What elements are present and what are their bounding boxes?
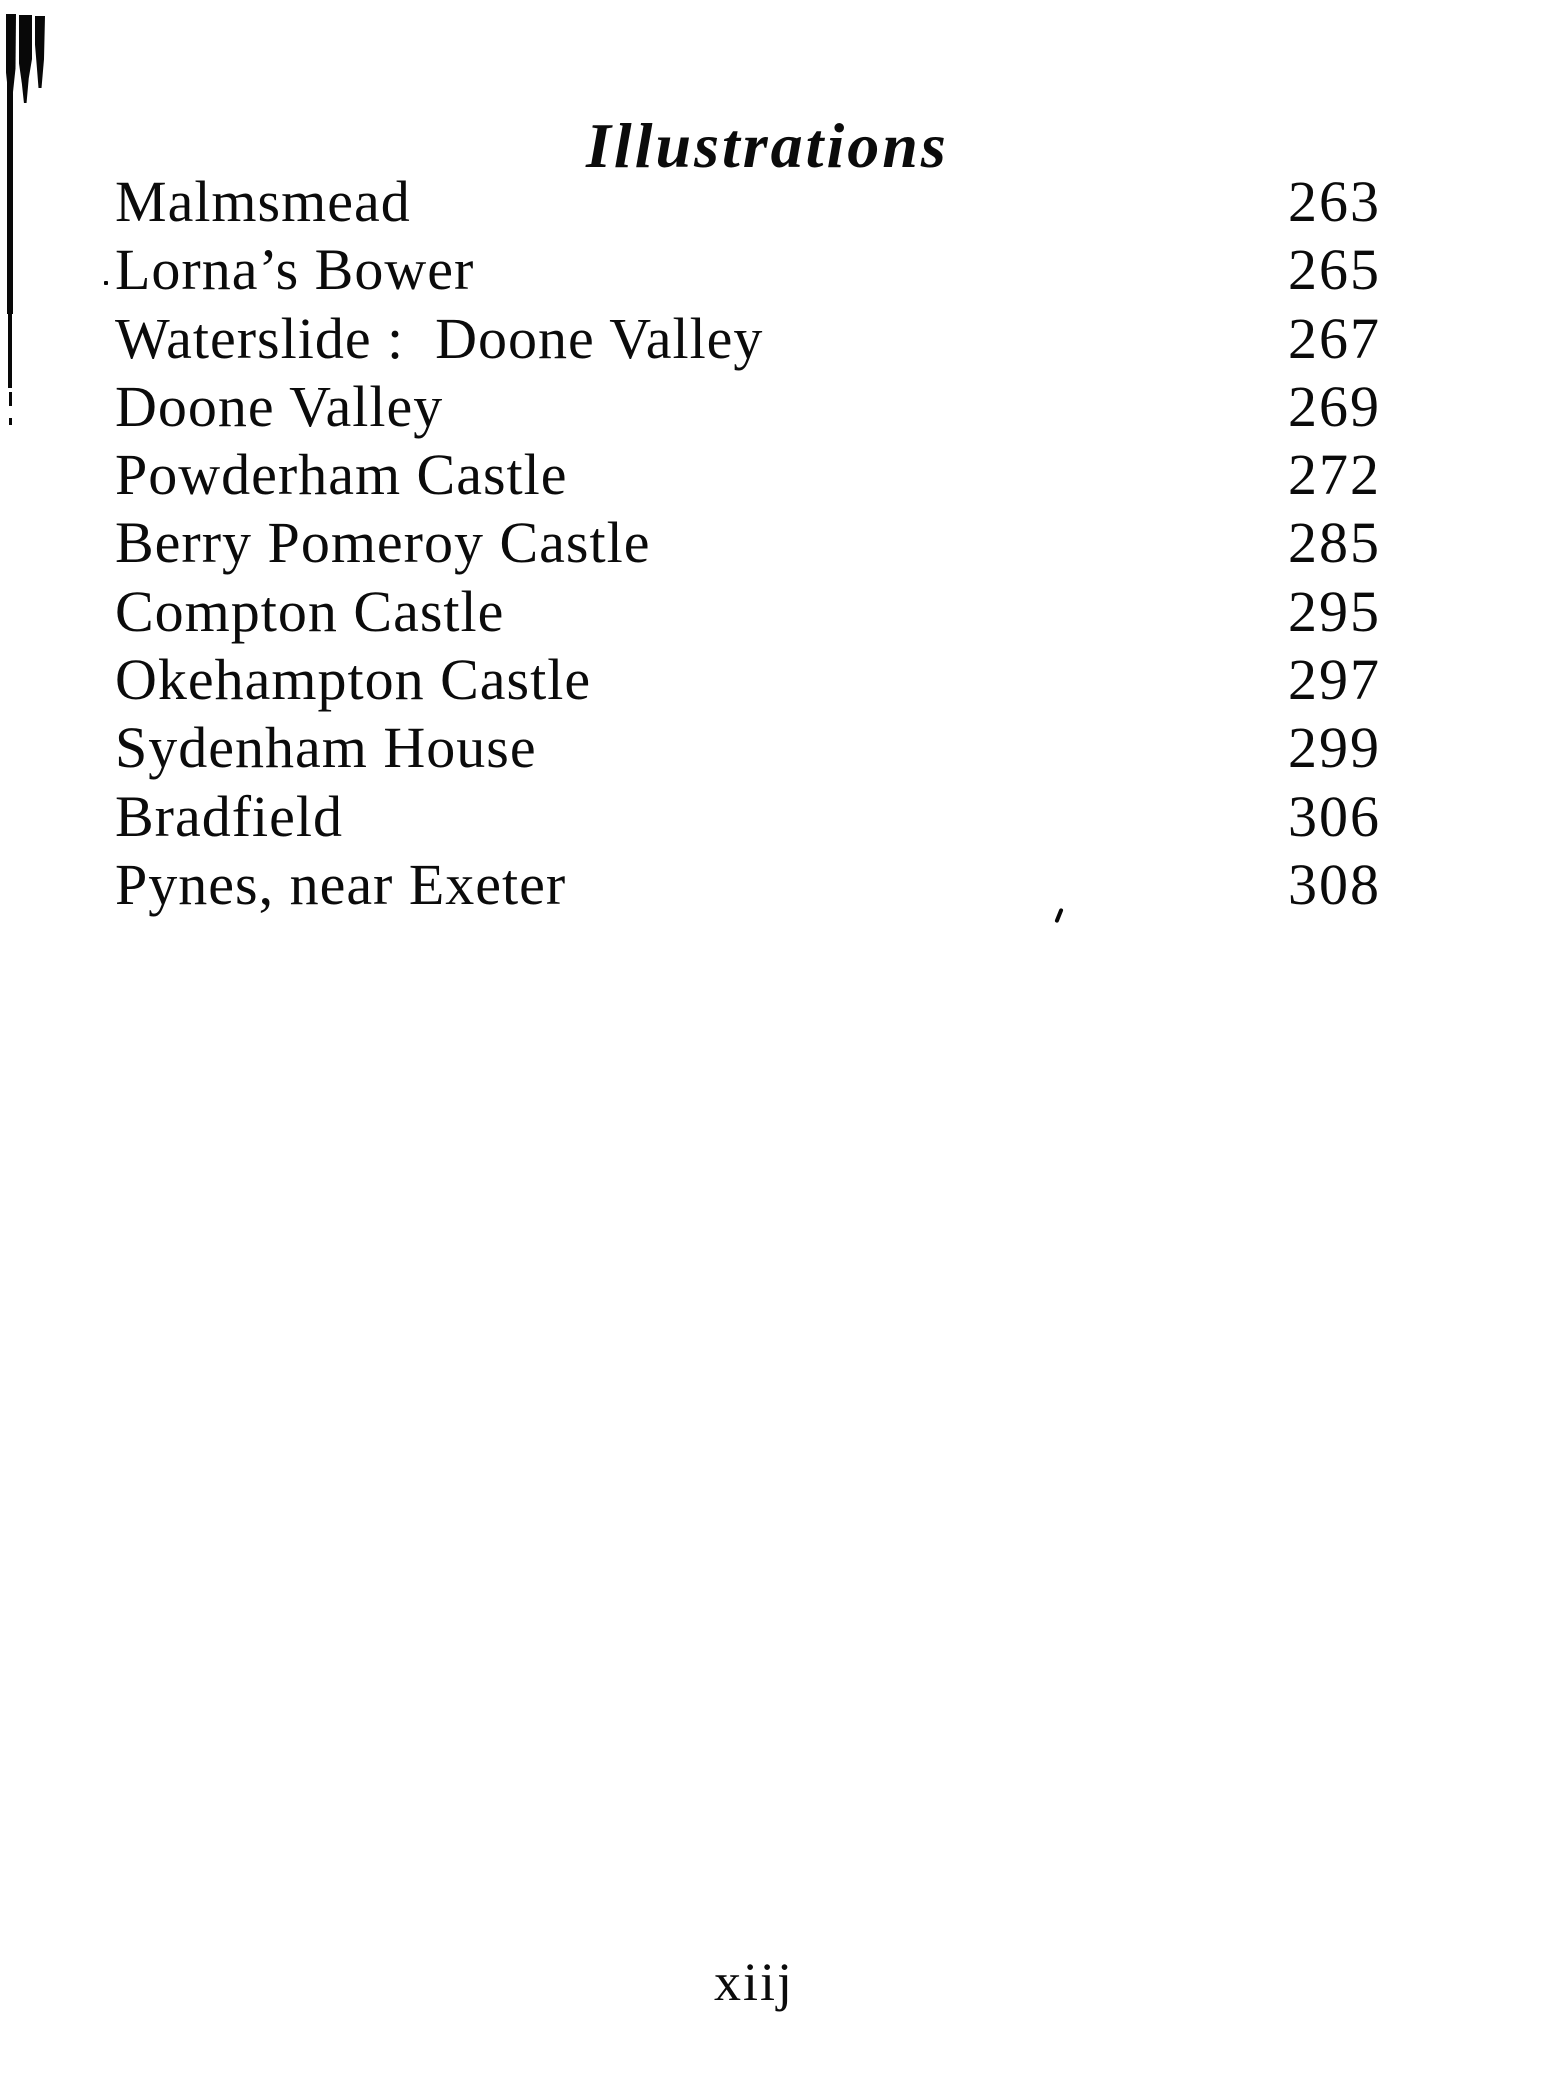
illustration-page-number: 297 — [1288, 647, 1381, 713]
binding-ink-artifact — [35, 16, 45, 88]
binding-line-artifact — [9, 418, 12, 425]
illustrations-list-row — [115, 373, 1381, 441]
illustration-page-number: 269 — [1288, 373, 1381, 439]
illustrations-list-row — [115, 168, 1381, 236]
illustration-page-number: 272 — [1288, 442, 1381, 508]
illustration-title: Doone Valley — [115, 373, 444, 439]
binding-line-artifact — [7, 14, 13, 314]
illustration-page-number: 285 — [1288, 510, 1381, 576]
illustrations-list-row — [115, 646, 1381, 714]
illustration-page-number: 299 — [1288, 715, 1381, 781]
illustration-title: Bradfield — [115, 783, 344, 849]
illustration-title: Powderham Castle — [115, 442, 568, 508]
illustration-title: Berry Pomeroy Castle — [115, 510, 651, 576]
binding-line-artifact — [9, 392, 12, 406]
illustrations-list-row — [115, 714, 1381, 782]
illustration-page-number: 306 — [1288, 783, 1381, 849]
illustrations-list-row — [115, 305, 1381, 373]
illustration-title: Okehampton Castle — [115, 647, 592, 713]
illustration-title: Lorna’s Bower — [115, 237, 475, 303]
illustrations-list-row — [115, 441, 1381, 509]
ink-speck-artifact — [104, 281, 108, 285]
illustrations-list-row — [115, 783, 1381, 851]
illustrations-list-row — [115, 851, 1381, 919]
illustration-page-number: 263 — [1288, 169, 1381, 234]
illustration-page-number: 295 — [1288, 578, 1381, 644]
illustration-title: Malmsmead — [115, 169, 411, 234]
binding-ink-artifact — [19, 15, 32, 103]
illustration-title: Pynes, near Exeter — [115, 851, 567, 917]
illustrations-list-row — [115, 236, 1381, 304]
illustrations-list-row — [115, 578, 1381, 646]
illustration-title: Compton Castle — [115, 578, 505, 644]
illustrations-list — [115, 168, 1381, 919]
page-title: Illustrations — [586, 109, 949, 181]
illustration-page-number: 265 — [1288, 237, 1381, 303]
folio-page-number: xiij — [714, 1952, 795, 2012]
illustration-title: Sydenham House — [115, 715, 537, 781]
illustrations-list-row — [115, 509, 1381, 577]
illustration-title: Waterslide : Doone Valley — [115, 305, 764, 371]
illustration-page-number: 267 — [1288, 305, 1381, 371]
binding-line-artifact — [8, 310, 12, 388]
illustration-page-number: 308 — [1288, 851, 1381, 917]
